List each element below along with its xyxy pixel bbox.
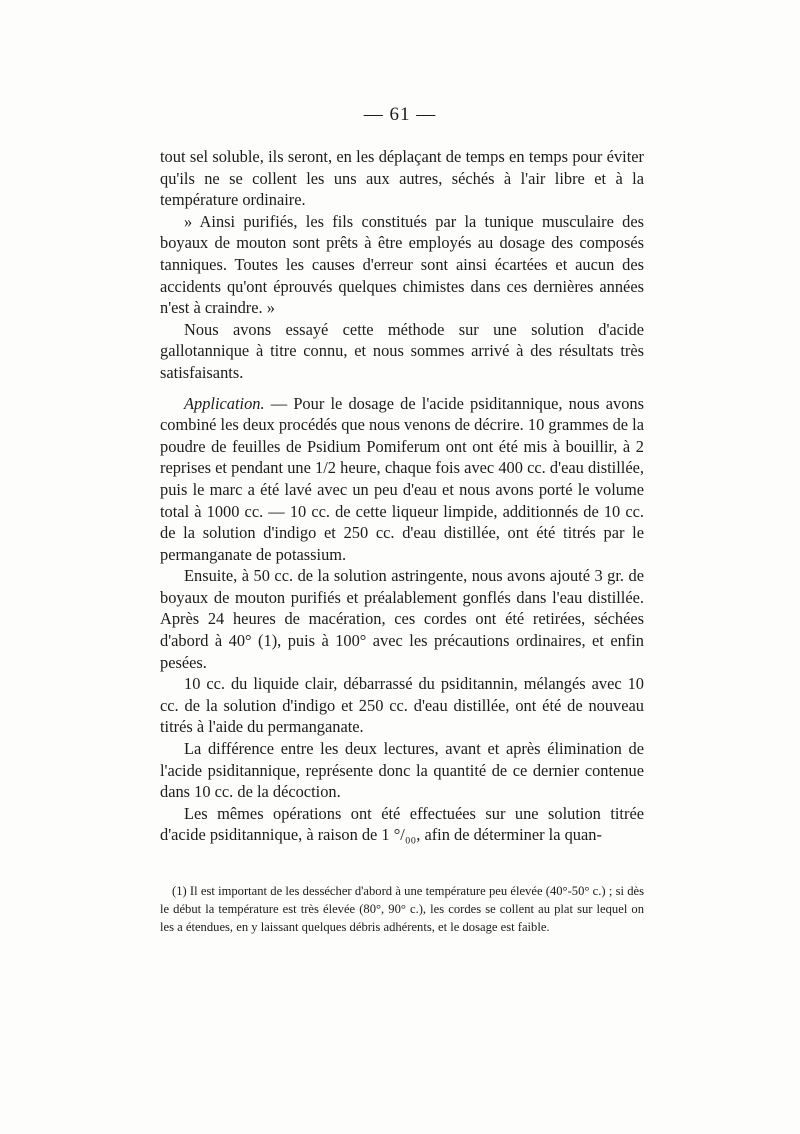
section-heading-application: Application. [184, 393, 265, 413]
paragraph-3: Nous avons essayé cette méthode sur une solution d'acide gallotannique à titre connu, et nous sommes arrivé à des résultats très satisfaisants. [160, 319, 644, 382]
paragraph-application-text: — Pour le dosage de l'acide psiditannique, nous avons combiné les deux procédés que nous venons de décrire. 10 grammes de la poudre de feuilles de Psidium Pomiferum ont ont été mis à bouillir, à 2 reprises et pendant une 1/2 heure, chaque fois avec 400 cc. d'eau distillée, puis le marc a été lavé avec un peu d'eau et nous avons porté le volume total à 1000 cc. — 10 cc. de cette liqueur limpide, additionnés de 10 cc. de la solution d'indigo et 250 cc. d'eau distillée, ont été titrés par le permanganate de potassium. [160, 393, 644, 564]
paragraph-2: » Ainsi purifiés, les fils constitués par la tunique musculaire des boyaux de mouton sont prêts à être employés au dosage des composés tanniques. Toutes les causes d'erreur sont ainsi écartées et aucun des accidents qu'ont éprouvés quelques chimistes dans ces dernières années n'est à craindre. » [160, 211, 644, 318]
paragraph-application [160, 393, 644, 566]
footnote-text: (1) Il est important de les dessécher d'abord à une température peu élevée (40°-50° c.) ; si dès le début la température est très élevée (80°, 90° c.), les cordes se collent au plat sur lequel on les a étendues, en y laissant quelques débris adhérents, et le dosage est faible. [160, 884, 644, 934]
paragraph-1: tout sel soluble, ils seront, en les déplaçant de temps en temps pour éviter qu'ils ne se collent les uns aux autres, séchés à l'air libre et à la température ordinaire. [160, 147, 644, 210]
body-text [160, 146, 644, 846]
paragraph-6: 10 cc. du liquide clair, débarrassé du psiditannin, mélangés avec 10 cc. de la solution d'indigo et 250 cc. d'eau distillée, ont été de nouveau titrés à l'aide du permanganate. [160, 674, 644, 737]
page-number: — 61 — [363, 104, 437, 125]
paragraph-5: Ensuite, à 50 cc. de la solution astringente, nous avons ajouté 3 gr. de boyaux de mouton purifiés et préalablement gonflés dans l'eau distillée. Après 24 heures de macération, ces cordes ont été retirées, séchées d'abord à 40° (1), puis à 100° avec les précautions ordinaires, et enfin pesées. [160, 566, 644, 672]
paragraph-7: La différence entre les deux lectures, avant et après élimination de l'acide psiditannique, représente donc la quantité de ce dernier contenue dans 10 cc. de la décoction. [160, 739, 644, 802]
paragraph-8: Les mêmes opérations ont été effectuées sur une solution titrée d'acide psiditannique, à raison de 1 °/₀₀, afin de déterminer la quan- [160, 803, 644, 845]
footnote [160, 882, 644, 936]
